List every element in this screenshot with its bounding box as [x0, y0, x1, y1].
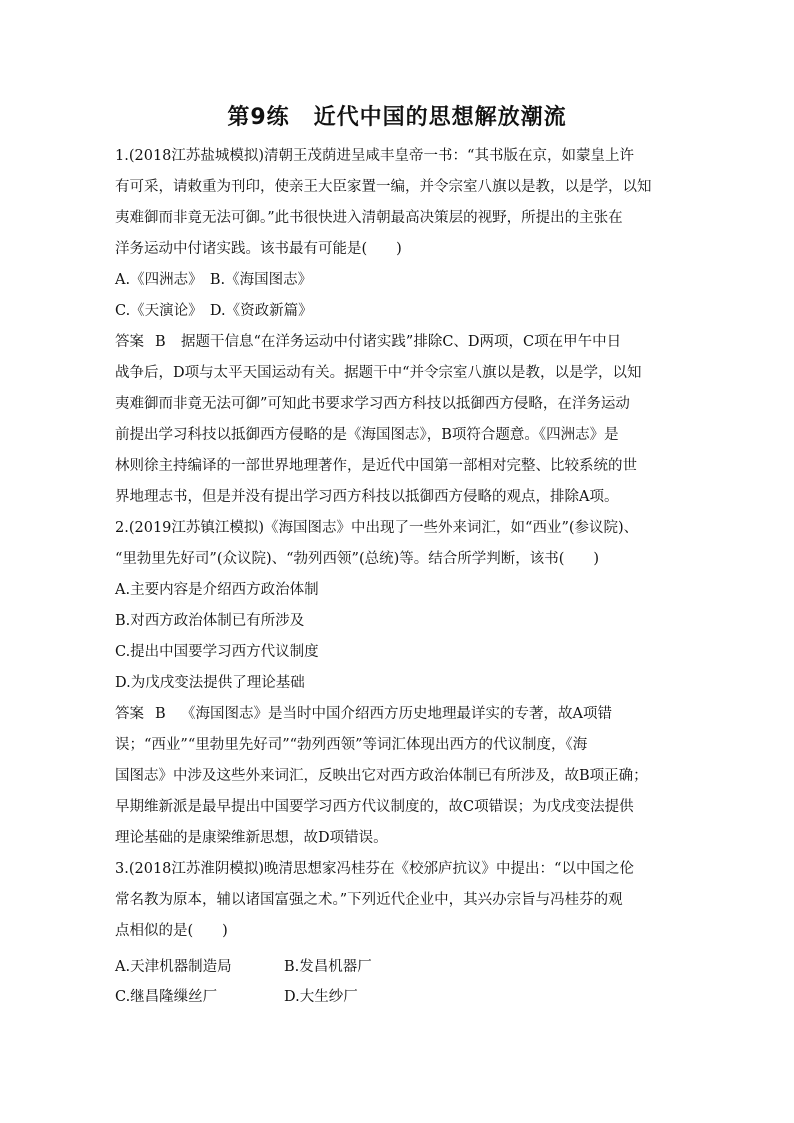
q1-answer-line [115, 332, 621, 352]
exercise-number: 第9练 [227, 105, 290, 130]
answer-label: 答案 [115, 334, 144, 350]
q1-explanation-line: 据题干信息“在洋务运动中付诸实践”排除C、D两项，C项在甲午中日 [181, 334, 622, 350]
q1-stem-line: 有可采，请敕重为刊印，使亲王大臣家置一编，并令宗室八旗以是教，以是学，以知 [115, 179, 652, 195]
q2-stem-line: 2.(2019江苏镇江模拟)《海国图志》中出现了一些外来词汇，如“西业”(参议院)、 [115, 520, 639, 536]
q1-explanation-line: 林则徐主持编译的一部世界地理著作，是近代中国第一部相对完整、比较系统的世 [115, 458, 637, 474]
q3-stem-line: 常名教为原本，辅以诸国富强之术。”下列近代企业中，其兴办宗旨与冯桂芬的观 [115, 892, 623, 908]
page-title [0, 100, 794, 131]
q3-stem-line: 点相似的是( ) [115, 923, 228, 939]
q2-explanation-line: 理论基础的是康梁维新思想，故D项错误。 [115, 830, 388, 846]
q1-stem-line: 夷难御而非竟无法可御。”此书很快进入清朝最高决策层的视野，所提出的主张在 [115, 210, 623, 226]
answer-label: 答案 [115, 706, 144, 722]
answer-letter: B [155, 334, 166, 350]
q2-explanation-line: 误；“西业”“里勃里先好司”“勃列西领”等词汇体现出西方的代议制度，《海 [115, 737, 588, 753]
q2-option: A.主要内容是介绍西方政治体制 [115, 582, 319, 598]
q3-option: D.大生纱厂 [284, 989, 358, 1005]
q2-option: D.为戊戌变法提供了理论基础 [115, 675, 305, 691]
q3-option: B.发昌机器厂 [284, 959, 372, 975]
q2-explanation-line: 早期维新派是最早提出中国要学习西方代议制度的，故C项错误；为戊戌变法提供 [115, 799, 634, 815]
exercise-title: 近代中国的思想解放潮流 [313, 105, 567, 130]
q1-options-row: C.《天演论》 D.《资政新篇》 [115, 303, 313, 319]
q1-explanation-line: 前提出学习科技以抵御西方侵略的是《海国图志》，B项符合题意。《四洲志》是 [115, 427, 619, 443]
answer-letter: B [155, 706, 166, 722]
q1-explanation-line: 战争后，D项与太平天国运动有关。据题干中“并令宗室八旗以是教，以是学，以知 [115, 365, 642, 381]
q1-explanation-line: 夷难御而非竟无法可御”可知此书要求学习西方科技以抵御西方侵略，在洋务运动 [115, 396, 630, 412]
q2-explanation-line: 国图志》中涉及这些外来词汇，反映出它对西方政治体制已有所涉及，故B项正确； [115, 768, 648, 784]
q3-stem-line: 3.(2018江苏淮阴模拟)晚清思想家冯桂芬在《校邠庐抗议》中提出：“以中国之伦 [115, 861, 634, 877]
q1-options-row: A.《四洲志》 B.《海国图志》 [115, 272, 313, 288]
q2-option: C.提出中国要学习西方代议制度 [115, 644, 319, 660]
q1-stem-line: 洋务运动中付诸实践。该书最有可能是( ) [115, 241, 402, 257]
q2-stem-line: “里勃里先好司”(众议院)、“勃列西领”(总统)等。结合所学判断，该书( ) [115, 551, 600, 567]
q1-explanation-line: 界地理志书，但是并没有提出学习西方科技以抵御西方侵略的观点，排除A项。 [115, 489, 619, 505]
q2-answer-line [115, 704, 612, 724]
q3-option: A.天津机器制造局 [115, 959, 232, 975]
q3-option: C.继昌隆缫丝厂 [115, 989, 218, 1005]
q1-stem-line: 1.(2018江苏盐城模拟)清朝王茂荫进呈咸丰皇帝一书：“其书版在京，如蒙皇上许 [115, 148, 634, 164]
q2-explanation-line: 《海国图志》是当时中国介绍西方历史地理最详实的专著，故A项错 [181, 706, 612, 722]
q2-option: B.对西方政治体制已有所涉及 [115, 613, 305, 629]
